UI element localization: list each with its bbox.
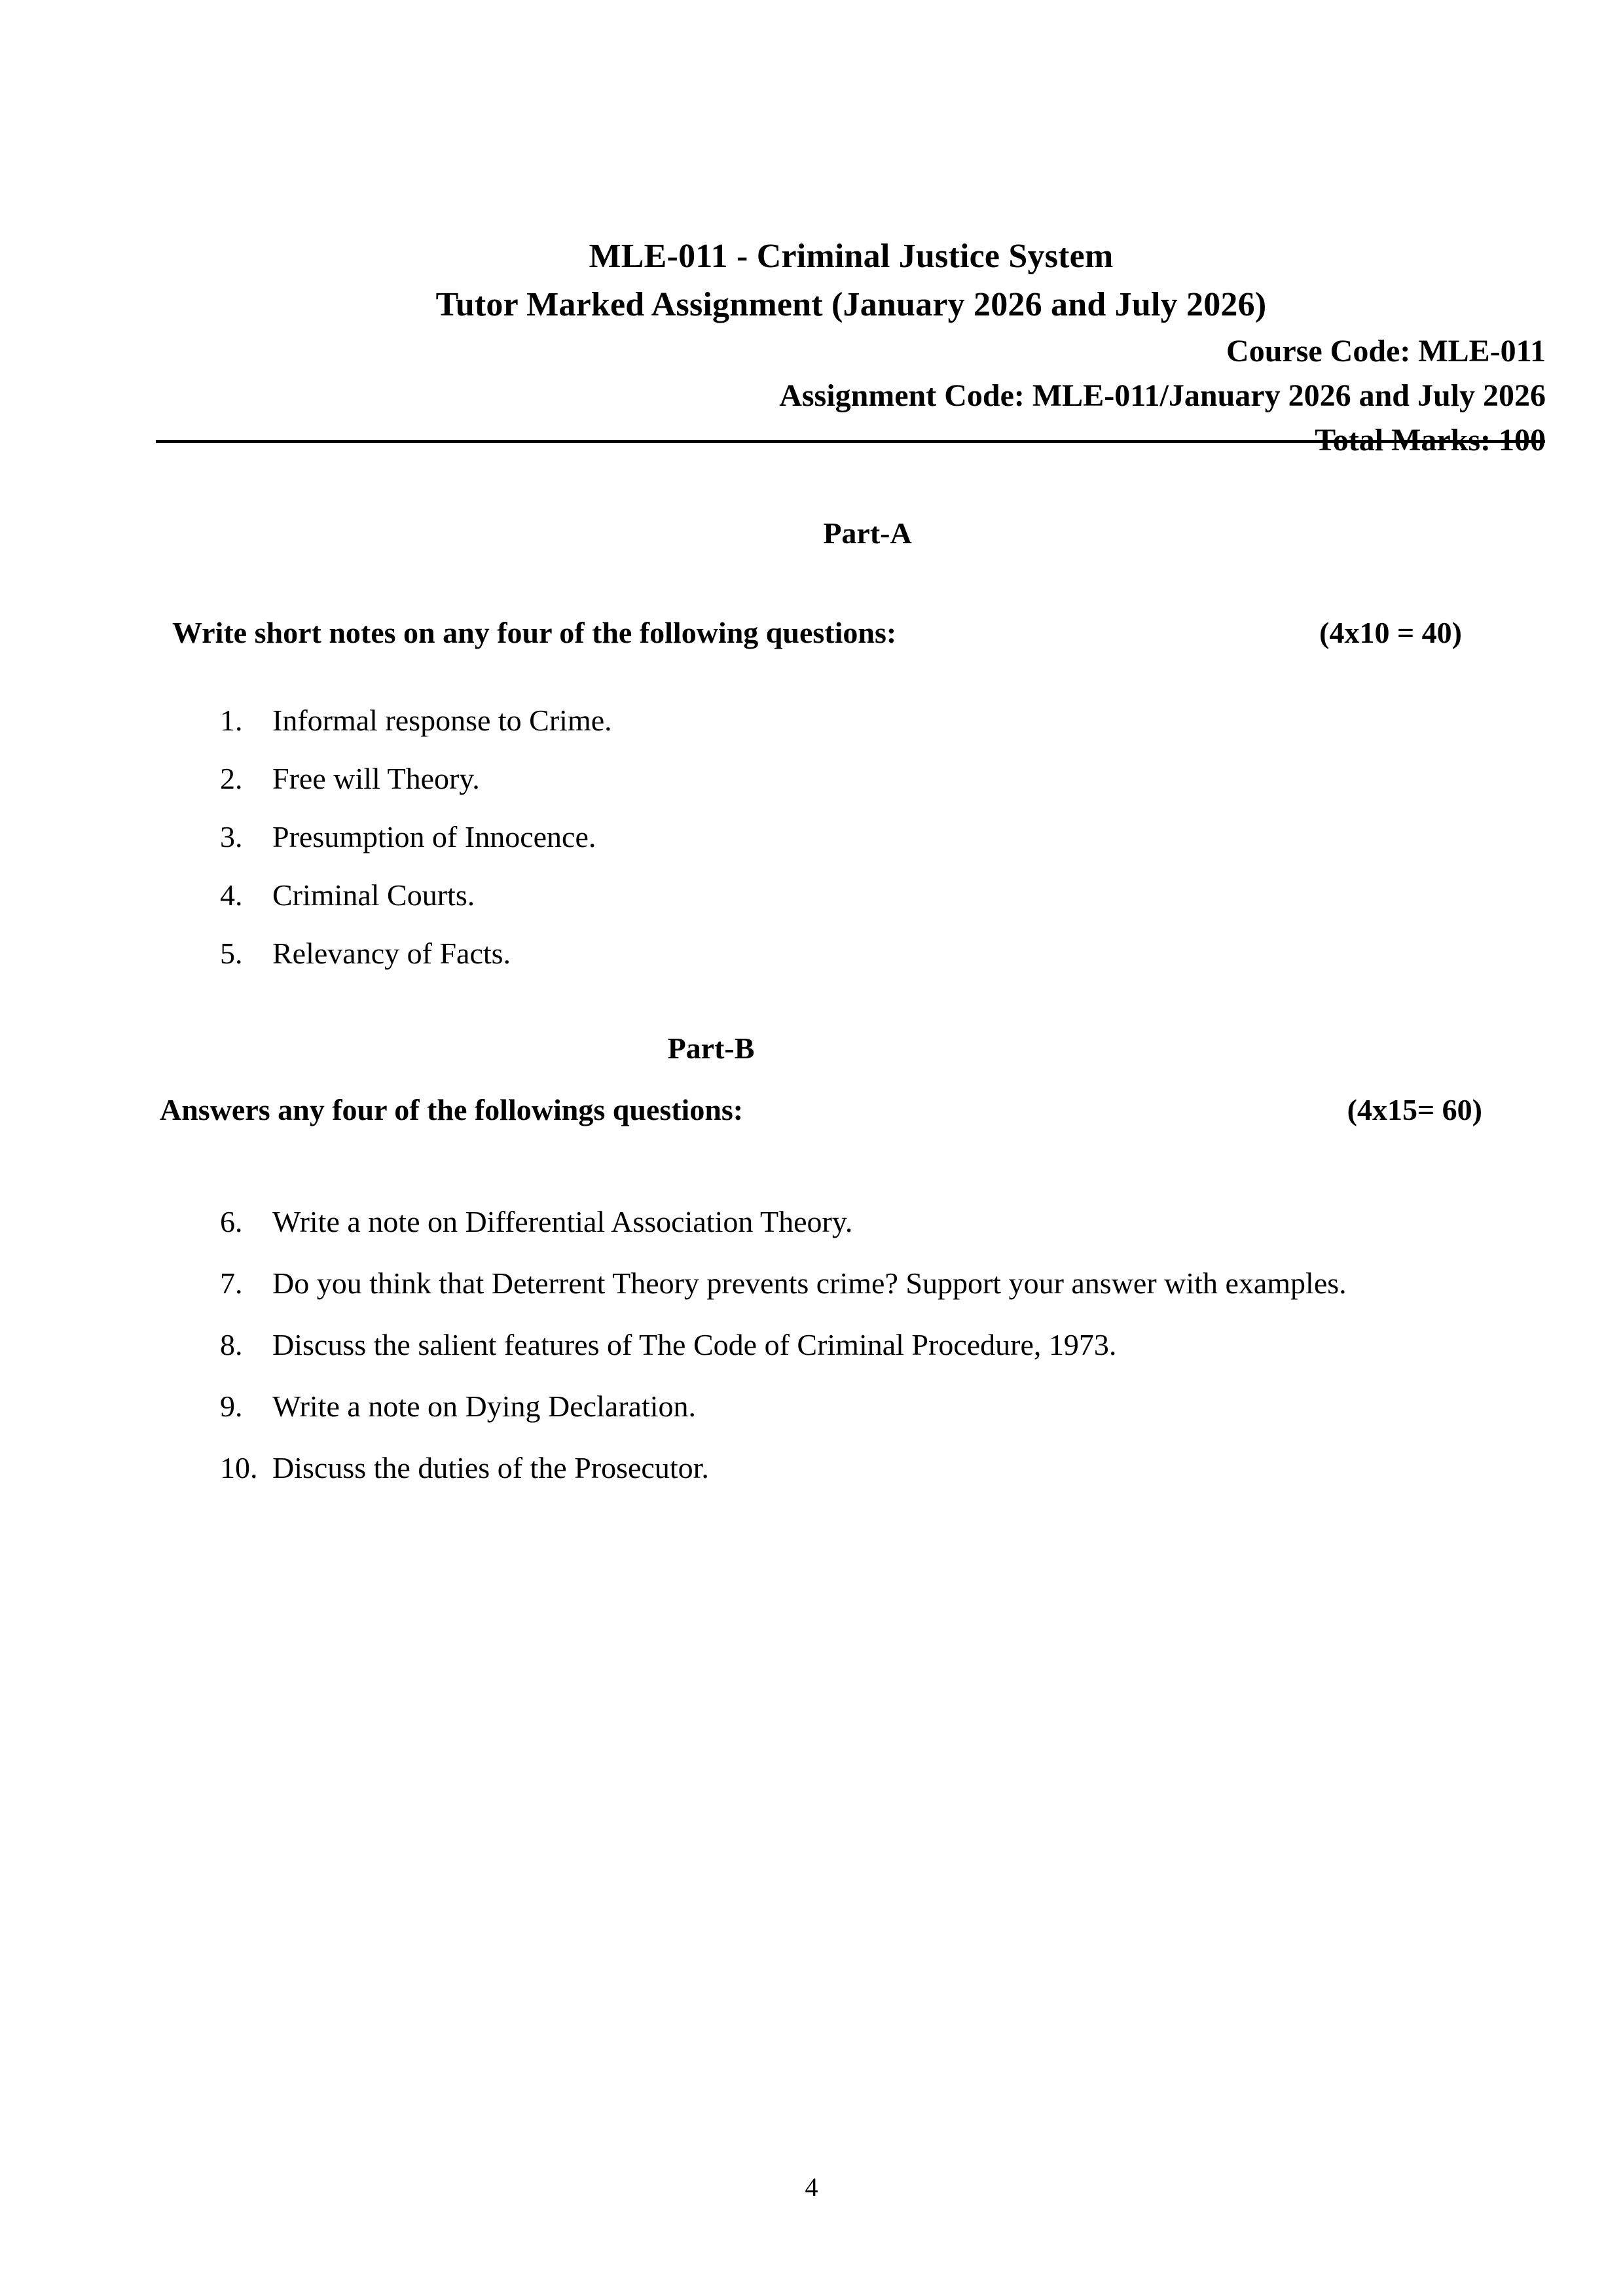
question-number: 2.: [220, 762, 243, 795]
course-code: Course Code: MLE-011: [1226, 334, 1546, 368]
list-item: [220, 1265, 1549, 1302]
question-text: Write a note on Dying Declaration.: [272, 1390, 697, 1423]
list-item: [220, 702, 1549, 740]
question-text: Presumption of Innocence.: [272, 820, 596, 853]
part-b-heading: Part-B: [667, 1031, 755, 1065]
list-item: [220, 876, 1549, 914]
question-text: Write a note on Differential Association Theory.: [272, 1205, 853, 1238]
part-a-instruction-text: Write short notes on any four of the following questions:: [172, 616, 897, 649]
question-text: Do you think that Deterrent Theory prevents crime? Support your answer with examples.: [272, 1266, 1347, 1300]
document-title-line-1: MLE-011 - Criminal Justice System: [589, 238, 1114, 275]
list-item: [220, 1326, 1549, 1364]
question-text: Relevancy of Facts.: [272, 937, 511, 970]
part-a-heading: Part-A: [823, 516, 912, 550]
question-number: 9.: [220, 1390, 243, 1423]
question-text: Discuss the salient features of The Code of Criminal Procedure, 1973.: [272, 1328, 1117, 1361]
page-number: 4: [805, 2172, 818, 2202]
part-b-instruction-row: [160, 1090, 1482, 1130]
part-a-marks: (4x10 = 40): [1319, 616, 1462, 649]
question-number: 3.: [220, 820, 243, 853]
assignment-code: Assignment Code: MLE-011/January 2026 and July 2026: [779, 378, 1546, 413]
question-number: 10.: [220, 1451, 258, 1484]
question-text: Discuss the duties of the Prosecutor.: [272, 1451, 709, 1484]
part-b-instruction-text: Answers any four of the followings questions:: [160, 1093, 744, 1126]
list-item: [220, 818, 1549, 856]
list-item: [220, 1388, 1549, 1426]
question-number: 7.: [220, 1266, 243, 1300]
part-a-question-list: [220, 702, 1549, 993]
header-divider: [156, 440, 1545, 443]
question-text: Criminal Courts.: [272, 878, 475, 912]
list-item: [220, 1203, 1549, 1241]
part-b-question-list: [220, 1203, 1549, 1511]
question-number: 4.: [220, 878, 243, 912]
question-number: 6.: [220, 1205, 243, 1238]
question-text: Free will Theory.: [272, 762, 480, 795]
question-number: 8.: [220, 1328, 243, 1361]
list-item: [220, 1449, 1549, 1487]
part-a-instruction-row: [172, 613, 1462, 653]
list-item: [220, 935, 1549, 973]
total-marks: Total Marks: 100: [1315, 423, 1546, 457]
document-title-line-2: Tutor Marked Assignment (January 2026 and July 2026): [435, 286, 1267, 323]
list-item: [220, 760, 1549, 798]
question-number: 1.: [220, 704, 243, 737]
question-number: 5.: [220, 937, 243, 970]
question-text: Informal response to Crime.: [272, 704, 612, 737]
document-header: [159, 232, 1546, 463]
part-b-marks: (4x15= 60): [1347, 1093, 1482, 1126]
